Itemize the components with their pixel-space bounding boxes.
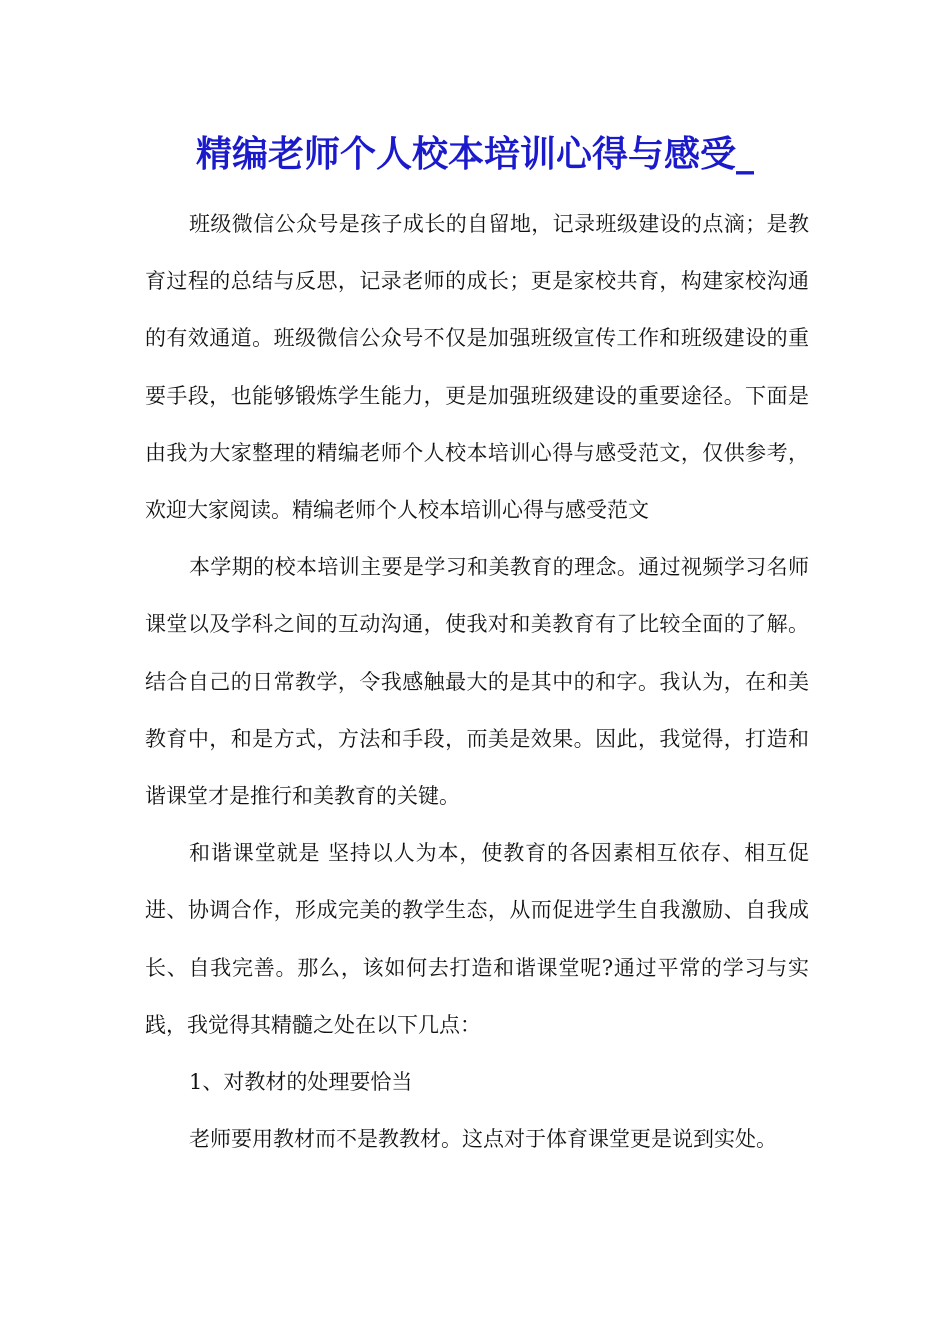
- paragraph-harmonious-classroom: 和谐课堂就是 坚持以人为本，使教育的各因素相互依存、相互促进、协调合作，形成完美的教学生态，从而促进学生自我激励、自我成长、自我完善。那么，该如何去打造和谐课堂呢?通过平常的学习与实践，我觉得其精髓之处在以下几点：: [145, 841, 809, 1037]
- section-heading-1: 1、对教材的处理要恰当: [189, 1070, 413, 1095]
- paragraph-training: 本学期的校本培训主要是学习和美教育的理念。通过视频学习名师课堂以及学科之间的互动沟通，使我对和美教育有了比较全面的了解。结合自己的日常教学，令我感触最大的是其中的和字。我认为，在和美教育中，和是方式，方法和手段，而美是效果。因此，我觉得，打造和谐课堂才是推行和美教育的关键。: [145, 555, 809, 809]
- paragraph-intro: 班级微信公众号是孩子成长的自留地，记录班级建设的点滴；是教育过程的总结与反思，记录老师的成长；更是家校共育，构建家校沟通的有效通道。班级微信公众号不仅是加强班级宣传工作和班级建设的重要手段，也能够锻炼学生能力，更是加强班级建设的重要途径。下面是由我为大家整理的精编老师个人校本培训心得与感受范文，仅供参考，欢迎大家阅读。精编老师个人校本培训心得与感受范文: [145, 212, 809, 523]
- document-body: [145, 196, 809, 1168]
- document-title: 精编老师个人校本培训心得与感受_: [195, 133, 754, 175]
- paragraph-teaching-material: 老师要用教材而不是教教材。这点对于体育课堂更是说到实处。: [189, 1127, 777, 1152]
